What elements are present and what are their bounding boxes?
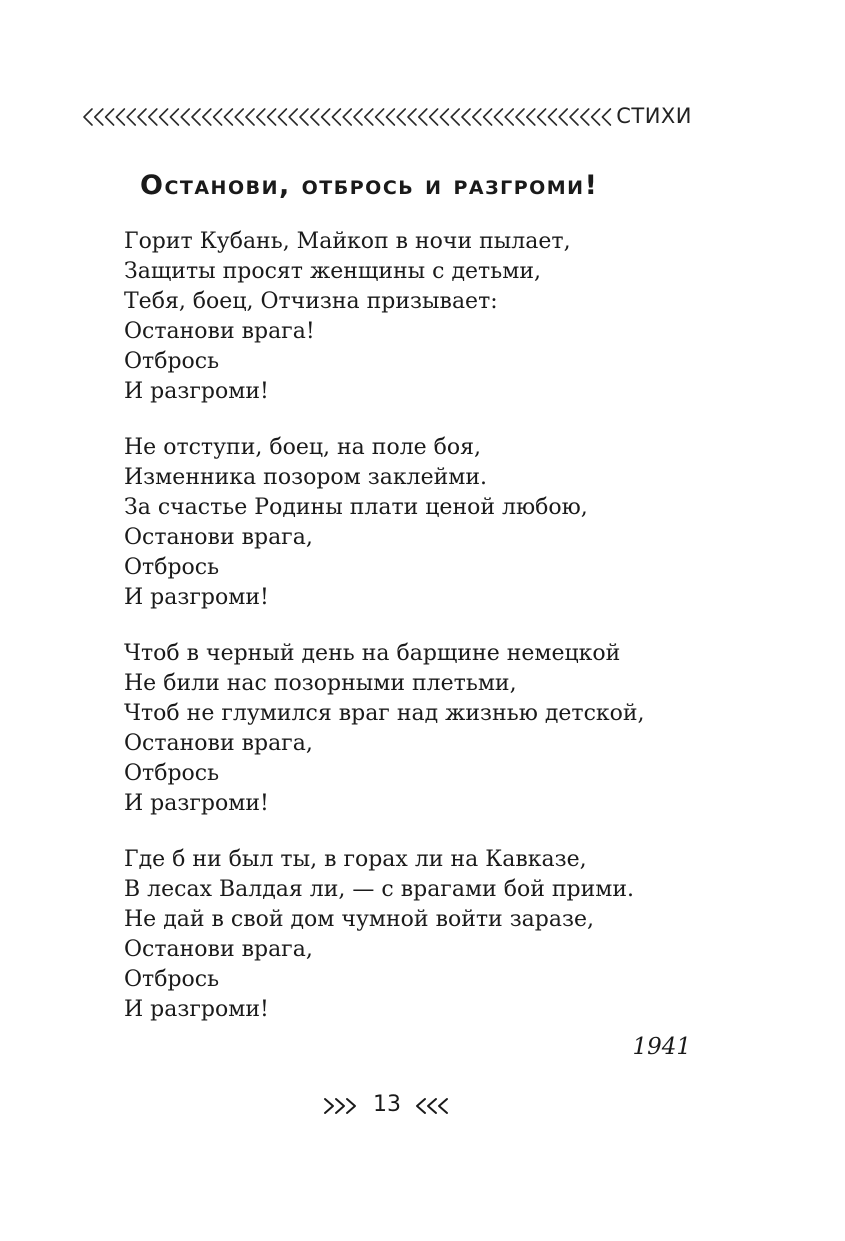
chevron-mark: [235, 109, 243, 125]
chevron-mark: [160, 109, 168, 125]
chevron-mark: [322, 109, 330, 125]
poem-year: 1941: [632, 1034, 691, 1060]
chevron-mark: [538, 109, 546, 125]
page-footer: [322, 1088, 452, 1124]
chevron-mark: [214, 109, 222, 125]
chevron-mark: [149, 109, 157, 125]
chevron-mark: [354, 109, 362, 125]
poem-line: Отбрось: [124, 349, 220, 374]
stanza: [124, 227, 724, 407]
poem-line: Отбрось: [124, 761, 220, 786]
poem-line: Не дай в свой дом чумной войти заразе,: [124, 907, 595, 932]
chevron-mark: [332, 109, 340, 125]
chevron-mark: [300, 109, 308, 125]
chevron-mark: [311, 109, 319, 125]
page-number: 13: [373, 1092, 401, 1117]
chevron-mark: [138, 109, 146, 125]
poem-line: И разгроми!: [124, 997, 269, 1022]
chevron-mark: [592, 109, 600, 125]
chevron-mark: [116, 109, 124, 125]
chevron-mark: [386, 109, 394, 125]
chevron-mark: [494, 109, 502, 125]
chevron-mark: [581, 109, 589, 125]
chevron-mark: [246, 109, 254, 125]
poem-body: [124, 227, 724, 1051]
chevron-mark: [127, 109, 135, 125]
chevron-mark: [505, 109, 513, 125]
chevron-mark: [408, 109, 416, 125]
poem-line: Останови врага,: [124, 937, 313, 962]
stanza: [124, 845, 724, 1025]
chevron-mark: [430, 109, 438, 125]
chevron-mark: [268, 109, 276, 125]
poem-line: И разгроми!: [124, 585, 269, 610]
poem-line: Отбрось: [124, 555, 220, 580]
chevron-mark: [376, 109, 384, 125]
poem-line: Останови врага!: [124, 319, 315, 344]
running-header: [80, 100, 692, 134]
chevron-mark: [516, 109, 524, 125]
chevron-mark: [203, 109, 211, 125]
stanza: [124, 433, 724, 613]
poem-title: Останови, отбрось и разгроми!: [140, 170, 599, 201]
poem-line: Не били нас позорными плетьми,: [124, 671, 517, 696]
chevron-mark: [397, 109, 405, 125]
chevron-mark: [224, 109, 232, 125]
chevron-mark: [192, 109, 200, 125]
poem-line: Останови врага,: [124, 731, 313, 756]
chevron-mark: [106, 109, 114, 125]
chevron-mark: [570, 109, 578, 125]
poem-line: Отбрось: [124, 967, 220, 992]
poem-line: И разгроми!: [124, 379, 269, 404]
chevron-mark: [84, 109, 92, 125]
chevron-mark: [462, 109, 470, 125]
poem-line: И разгроми!: [124, 791, 269, 816]
chevron-mark: [451, 109, 459, 125]
chevron-mark: [602, 109, 610, 125]
chevron-mark: [365, 109, 373, 125]
stanza: [124, 639, 724, 819]
chevron-mark: [473, 109, 481, 125]
chevron-mark: [289, 109, 297, 125]
chevron-mark: [527, 109, 535, 125]
chevron-right-icon: [322, 1096, 362, 1116]
chevron-pattern-icon: [80, 106, 620, 128]
chevron-mark: [440, 109, 448, 125]
poem-line: Чтоб в черный день на барщине немецкой: [124, 641, 621, 666]
poem-line: Не отступи, боец, на поле боя,: [124, 435, 482, 460]
chevron-mark: [181, 109, 189, 125]
chevron-mark: [257, 109, 265, 125]
poem-line: Тебя, боец, Отчизна призывает:: [124, 289, 498, 314]
chevron-mark: [484, 109, 492, 125]
section-label: СТИХИ: [616, 104, 692, 128]
chevron-mark: [343, 109, 351, 125]
poem-line: За счастье Родины плати ценой любою,: [124, 495, 588, 520]
poem-line: Горит Кубань, Майкоп в ночи пылает,: [124, 229, 571, 254]
poem-line: Защиты просят женщины с детьми,: [124, 259, 541, 284]
chevron-mark: [548, 109, 556, 125]
poem-line: Чтоб не глумился враг над жизнью детской,: [124, 701, 645, 726]
chevron-mark: [278, 109, 286, 125]
poem-line: Останови врага,: [124, 525, 313, 550]
chevron-mark: [559, 109, 567, 125]
chevron-mark: [419, 109, 427, 125]
chevron-mark: [95, 109, 103, 125]
poem-line: Где б ни был ты, в горах ли на Кавказе,: [124, 847, 587, 872]
chevron-left-icon: [412, 1096, 452, 1116]
poem-line: Изменника позором заклейми.: [124, 465, 488, 490]
poem-line: В лесах Валдая ли, — с врагами бой прими.: [124, 877, 635, 902]
chevron-mark: [170, 109, 178, 125]
